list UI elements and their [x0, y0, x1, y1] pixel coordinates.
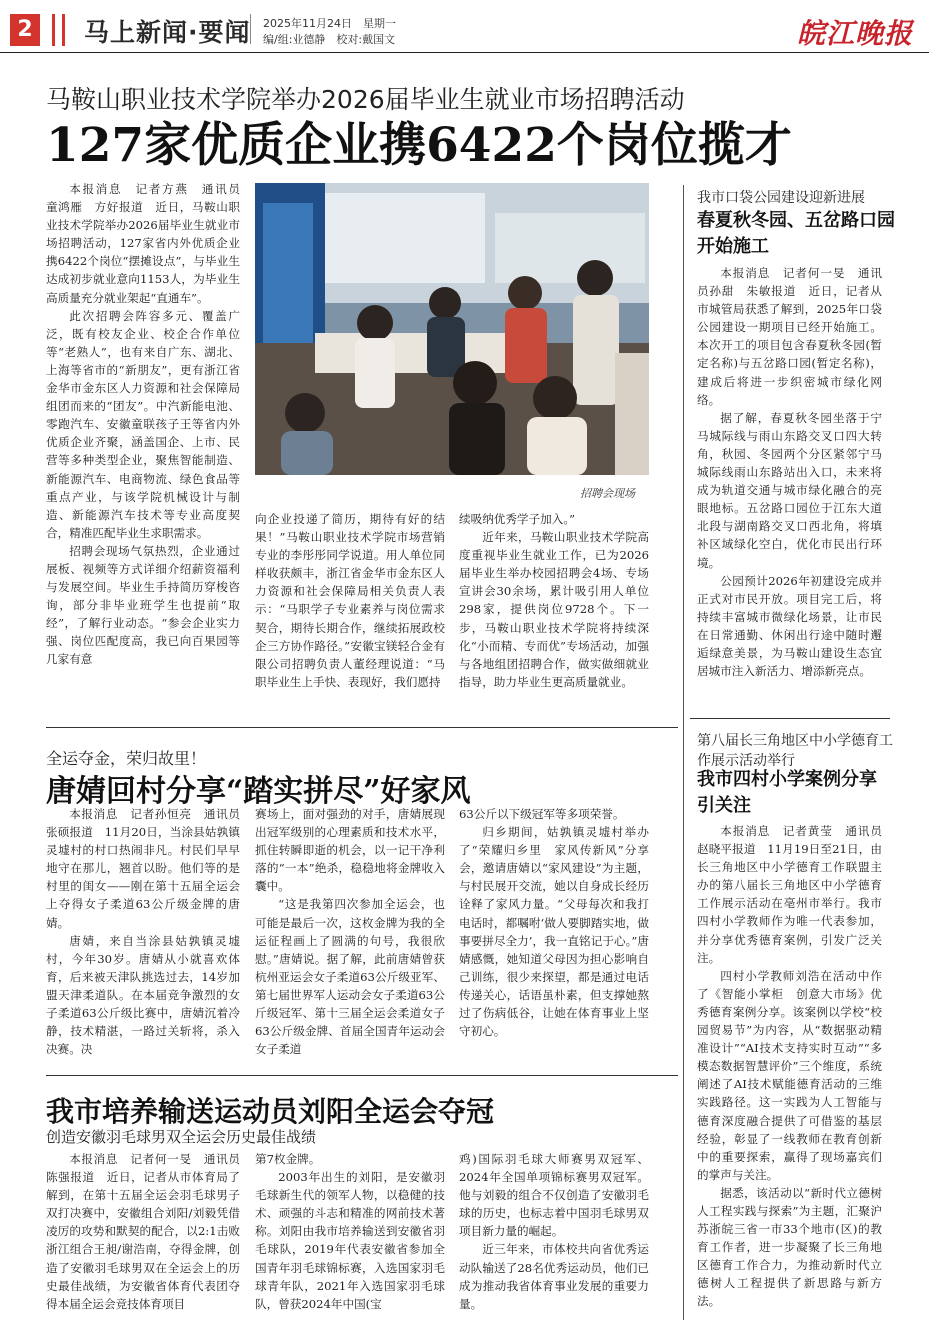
paragraph: 近年来，马鞍山职业技术学院高度重视毕业生就业工作，已为2026届毕业生举办校园招聘会4场、专场宣讲会30余场，累计吸引用人单位298家，提供岗位9728个。下一步，马鞍山职业技术学院将持续深化“小而精、专而优”专场活动，加强与各地组团招聘合作，做实做细就业指导，助力毕业生更高质量就业。	[459, 530, 649, 689]
job-fair-photo-illustration	[255, 183, 649, 475]
paragraph: 归乡期间，姑孰镇灵墟村举办了“荣耀归乡里 家风传新风”分享会，邀请唐婧以“家风建设”为主题，与村民展开交流，她以自身成长经历诠释了家风力量。“父母每次和我打电话时，都嘱咐‘做人要脚踏实地，做事要拼尽全力’，我一直铭记于心。”唐婧感慨，她知道父母因为担心影响自己训练，很少来探望，都是通过电话传递关心，话语虽朴素，但支撑她熬过了伤病低谷，让她在体育事业上坚守初心。	[459, 825, 649, 1039]
story2-column-3	[459, 805, 649, 1057]
header-accent-bar	[62, 14, 65, 46]
paragraph: 向企业投递了简历，期待有好的结果！”马鞍山职业技术学院市场营销专业的李彤彤同学说道。用人单位同样收获颇丰，浙江省金华市金东区人力资源和社会保障局相关负责人表示：“马职学子专业素养与岗位需求契合，期待长期合作，继续拓展政校企三方协作路径。”安徽宝镁轻合金有限公司招聘负责人董经理说道：“马职毕业生上手快、表现好，我们愿持	[255, 512, 445, 689]
paragraph: 本报消息 记者方燕 通讯员 童鸿雁 方好报道 近日，马鞍山职业技术学院举办2026届毕业生就业市场招聘活动，127家省内外优质企业携6422个岗位“摆摊设点”，与毕业生达成初步就业意向1153人，为毕业生高质量充分就业架起“直通车”。	[46, 182, 252, 305]
paragraph: 此次招聘会阵容多元、覆盖广泛，既有校友企业、校企合作单位等“老熟人”，也有来自广东、湖北、上海等省市的“新朋友”，更有浙江省金华市金东区人力资源和社会保障局组团而来的“团友”。中汽新能电池、零跑汽车、安徽童联孩子王等省内外优质企业齐聚，涵盖国企、上市、民营等多种类型企业，聚焦智能制造、新能源汽车、电商物流、绿色食品等重点产业，与该学院机械设计与制造、新能源汽车技术等专业高度契合，精准匹配毕业生求职需求。	[46, 308, 240, 540]
lead-column-2	[255, 510, 445, 705]
paragraph: 唐婧，来自当涂县姑孰镇灵墟村，今年30岁。唐婧从小就喜欢体育，后来被天津队挑选过去，14岁加盟天津柔道队。在本届竞争激烈的女子柔道63公斤级比赛中，唐婧沉着冷静，技术精湛，一路过关斩将，杀入决赛。决	[46, 933, 240, 1057]
paragraph: 本报消息 记者何一旻 通讯员孙甜 朱敏报道 近日，记者从市城管局获悉了解到，2025年口袋公园建设一期项目已经开始施工。本次开工的项目包含春夏秋冬园(暂定名称)与五岔路口园(暂定名称)，建成后将进一步织密城市绿化网络。	[697, 266, 882, 407]
page-number-badge: 2	[10, 14, 40, 46]
story2-column-1	[46, 805, 240, 1057]
section-rule	[46, 727, 678, 728]
story3-subtitle: 创造安徽羽毛球男双全运会历史最佳战绩	[46, 1128, 317, 1146]
side1-headline: 春夏秋冬园、五岔路口园开始施工	[697, 210, 895, 257]
newspaper-logo: 皖江晚报	[797, 17, 914, 50]
paragraph: 本报消息 记者黄莹 通讯员赵晓平报道 11月19日至21日，由长三角地区中小学德育工作联盟主办的第八届长三角地区中小学德育工作展示活动在亳州市举行。我市四村小学教师作为唯一代表参加，并分享优秀德育案例，引发广泛关注。	[697, 824, 882, 965]
story2-column-2	[255, 805, 445, 1057]
header-divider	[250, 14, 251, 44]
section-rule	[690, 718, 890, 719]
lead-headline: 127家优质企业携6422个岗位揽才	[46, 118, 792, 173]
editor-credits: 编/组:业德静 校对:戴国文	[263, 33, 396, 46]
paragraph: 本报消息 记者何一旻 通讯员陈强报道 近日，记者从市体育局了解到，在第十五届全运会羽毛球男子双打决赛中，安徽组合刘阳/刘毅凭借凌厉的攻势和默契的配合，以2:1击败浙江组合王昶/谢浩南，夺得金牌，创造了安徽羽毛球男双在全运会上的历史最佳战绩，为安徽省体育代表团夺得本届全运会竞技体育项目	[46, 1152, 240, 1311]
story3-column-2	[255, 1150, 445, 1325]
story2-kicker: 全运夺金，荣归故里！	[46, 749, 207, 768]
paragraph: 63公斤以下级冠军等多项荣誉。	[459, 807, 625, 821]
story2-headline: 唐婧回村分享“踏实拼尽”好家风	[46, 774, 471, 809]
paragraph: 续吸纳优秀学子加入。”	[459, 512, 576, 526]
paragraph: 鸡)国际羽毛球大师赛男双冠军、2024年全国单项锦标赛男双冠军。他与刘毅的组合不仅创造了安徽羽毛球的历史，也标志着中国羽毛球男双项目新力量的崛起。	[459, 1152, 649, 1239]
paragraph: 四村小学教师刘浩在活动中作了《智能小掌柜 创意大市场》优秀德育案例分享。该案例以学校“校园贸易节”为内容，从“数据驱动精准设计”“AI技术支持实时互动”“多模态数据智慧评价”三个维度，系统阐述了AI技术赋能德育活动的三维实践路径。这一实践为人工智能与德育深度融合提供了可借鉴的基层经验，彰显了一线教师在教育创新中的重要探索，赢得了现场嘉宾们的掌声与关注。	[697, 968, 882, 1182]
paragraph: 赛场上，面对强劲的对手，唐婧展现出冠军级别的心理素质和技术水平，抓住转瞬即逝的机会，以一记干净利落的“一本”绝杀，稳稳地将金牌收入囊中。	[255, 807, 445, 894]
column-divider	[683, 185, 684, 1320]
paragraph: 本报消息 记者孙恒亮 通讯员张硕报道 11月20日，当涂县姑孰镇灵墟村的村口热闹非凡。村民们早早地守在那儿，翘首以盼。他们等的是村里的闺女——刚在第十五届全运会上夺得女子柔道63公斤级金牌的唐婧。	[46, 807, 240, 930]
paragraph: “这是我第四次参加全运会，也可能是最后一次，这枚金牌为我的全运征程画上了圆满的句号，我很欣慰。”唐婧说。据了解，此前唐婧曾获杭州亚运会女子柔道63公斤级亚军、第七届世界军人运动会女子柔道63公斤级冠军、第十三届全运会柔道女子63公斤级金牌、首届全国青年运动会女子柔道	[255, 897, 445, 1057]
paragraph: 据悉，该活动以“新时代立德树人工程实践与探索”为主题，汇聚沪苏浙皖三省一市33个地市(区)的教育工作者，进一步凝聚了长三角地区德育工作合力，为推动新时代立德树人工程提供了新思路与新方法。	[697, 1185, 882, 1309]
story3-column-1	[46, 1150, 240, 1325]
side2-kicker: 第八届长三角地区中小学德育工作展示活动举行	[697, 733, 893, 769]
header-accent-bar	[52, 14, 55, 46]
photo-caption: 招聘会现场	[580, 487, 635, 500]
side1-kicker: 我市口袋公园建设迎新进展	[697, 190, 865, 206]
story3-column-3	[459, 1150, 649, 1325]
job-fair-photo	[255, 183, 649, 475]
paragraph: 招聘会现场气氛热烈，企业通过展板、视频等方式详细介绍薪资福利与发展空间。毕业生手持简历穿梭咨询，部分非毕业班学生也提前“取经”，了解行业动态。“参会企业实力强、岗位匹配度高，我已向百果园等几家有意	[46, 543, 240, 667]
side1-body	[697, 264, 882, 704]
paragraph: 据了解，春夏秋冬园坐落于宁马城际线与雨山东路交叉口四大转角，秋园、冬园两个分区紧邻宁马城际线雨山东路站出入口，未来将成为轨道交通与城市绿化融合的亮眼地标。五岔路口园位于江东大道北段与湖南路交叉口西北角，将填补区域绿化空白，优化市民出行环境。	[697, 410, 882, 570]
issue-date: 2025年11月24日 星期一	[263, 17, 396, 30]
section-rule	[46, 1075, 678, 1076]
section-name: 马上新闻·要闻	[84, 18, 251, 47]
lead-column-3	[459, 510, 649, 705]
paragraph: 2003年出生的刘阳，是安徽羽毛球新生代的领军人物，以稳健的技术、顽强的斗志和精准的网前技术著称。刘阳由我市培养输送到安徽省羽毛球队，2019年代表安徽省参加全国青年羽毛球锦标赛，入选国家羽毛球青年队，2021年入选国家羽毛球队，曾获2024年中国(宝	[255, 1170, 445, 1311]
story3-headline: 我市培养输送运动员刘阳全运会夺冠	[46, 1095, 495, 1128]
paragraph: 近三年来，市体校共向省优秀运动队输送了28名优秀运动员，他们已成为推动我省体育事业发展的重要力量。	[459, 1242, 649, 1311]
side2-headline: 我市四村小学案例分享引关注	[697, 769, 877, 816]
lead-kicker: 马鞍山职业技术学院举办2026届毕业生就业市场招聘活动	[46, 85, 685, 114]
header-rule	[0, 52, 929, 53]
side2-body	[697, 822, 882, 1320]
paragraph: 公园预计2026年初建设完成并正式对市民开放。项目完工后，将持续丰富城市微绿化场景，让市民在日常通勤、休闲出行途中随时邂逅绿意美景，为马鞍山建设生态宜居城市注入新活力、增添新亮点。	[697, 573, 882, 679]
lead-column-1	[46, 180, 252, 705]
paragraph: 第7枚金牌。	[255, 1152, 321, 1166]
